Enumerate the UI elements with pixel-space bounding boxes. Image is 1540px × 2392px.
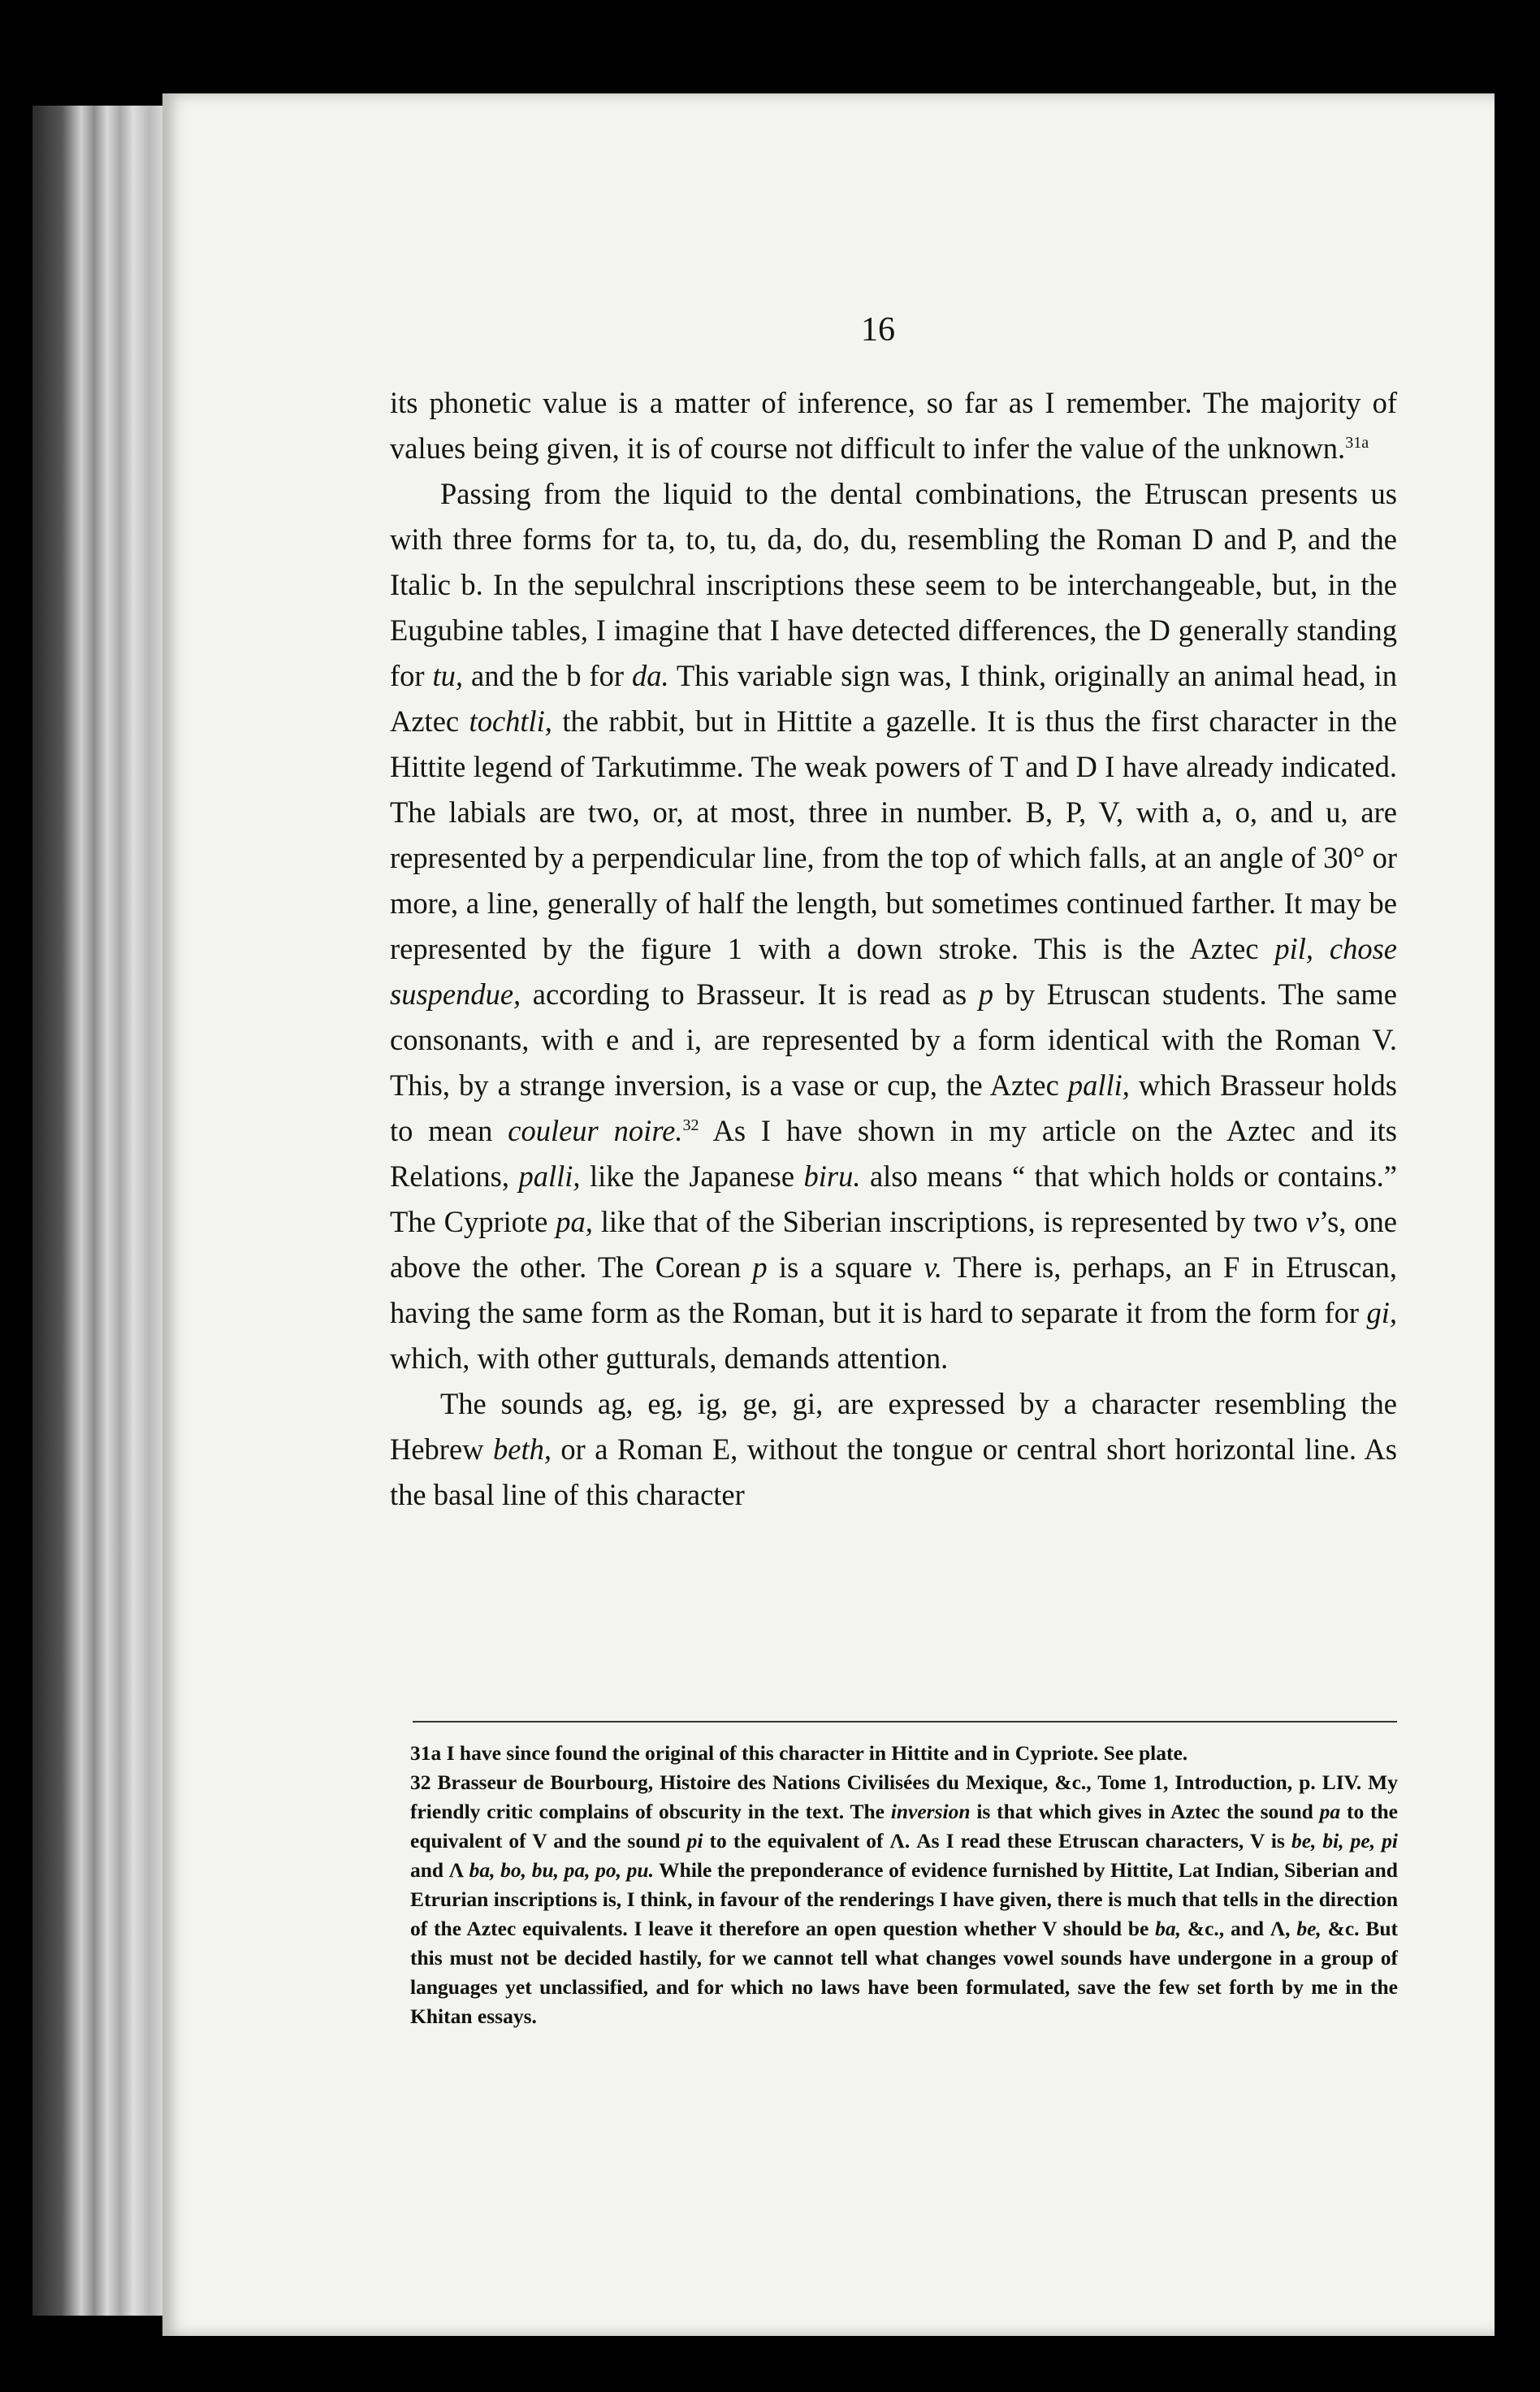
- text-run: is a square: [767, 1250, 924, 1284]
- body-paragraph: [390, 1381, 1397, 1518]
- text-run: &c., and Λ,: [1181, 1917, 1297, 1940]
- italic-run: biru.: [803, 1159, 861, 1193]
- text-run: to the equivalent of V and the sound: [410, 1800, 1398, 1852]
- italic-run: ba, bo, bu, pa, po, pu.: [469, 1858, 654, 1882]
- italic-run: pa: [1319, 1800, 1341, 1823]
- italic-run: couleur noire.: [508, 1114, 683, 1147]
- italic-run: pi: [686, 1829, 703, 1852]
- text-run: and the b for: [463, 659, 632, 692]
- text-run: ’s, one above the other. The Corean: [390, 1205, 1397, 1284]
- italic-run: p: [752, 1250, 768, 1284]
- italic-run: tu,: [432, 659, 464, 692]
- italic-run: gi,: [1366, 1296, 1397, 1329]
- italic-run: palli,: [518, 1159, 581, 1193]
- text-run: by Etruscan students. The same consonants, with e and i, are represented by a form identical with the Roman V. This, by a strange inversion, is a vase or cup, the Aztec: [390, 977, 1397, 1102]
- text-run: is that which gives in Aztec the sound: [970, 1800, 1320, 1823]
- text-run: There is, perhaps, an F in Etruscan, having the same form as the Roman, but it is hard to separate it from the form for: [390, 1250, 1397, 1329]
- text-run: Brasseur de Bourbourg, Histoire des Nations Civilisées du Mexique, &c., Tome 1, Introduction, p. LIV. My friendly critic complains of obscurity in the text. The: [410, 1770, 1398, 1823]
- text-run: I have since found the original of this character in Hittite and in Cypriote. See plate.: [441, 1741, 1188, 1765]
- text-run: and Λ: [410, 1858, 469, 1882]
- text-run: or a Roman E, without the tongue or central short horizontal line. As the basal line of this character: [390, 1432, 1397, 1511]
- italic-run: be, bi, pe, pi: [1291, 1829, 1398, 1852]
- text-run: This variable sign was, I think, originally an animal head, in Aztec: [390, 659, 1397, 738]
- italic-run: da.: [631, 659, 669, 692]
- italic-run: v: [1305, 1205, 1319, 1238]
- text-run: the rabbit, but in Hittite a gazelle. It is thus the first character in the Hittite legend of Tarkutimme. The weak powers of T and D I have already indicated. The labials are two, or, at most, three in number. B, P, V, with a, o, and u, are represented by a perpendicular line, from the top of which falls, at an angle of 30° or more, a line, generally of half the length, but sometimes continued farther. It may be represented by the figure 1 with a down stroke. This is the Aztec: [390, 704, 1397, 965]
- text-run: to the equivalent of Λ. As I read these Etruscan characters, V is: [703, 1829, 1291, 1852]
- body-paragraph: [390, 471, 1397, 1381]
- text-run: according to Brasseur. It is read as: [521, 977, 979, 1011]
- body-paragraph: [390, 380, 1397, 471]
- body-text: [390, 380, 1397, 1518]
- italic-run: pil, chose suspendue,: [390, 932, 1397, 1011]
- text-run: also means “ that which holds or contains.” The Cypriote: [390, 1159, 1397, 1238]
- italic-run: tochtli,: [469, 704, 552, 738]
- footnote-label: 31a: [410, 1741, 442, 1765]
- footnotes: [410, 1739, 1398, 2031]
- footnote-reference: 31a: [1345, 433, 1369, 452]
- italic-run: palli,: [1067, 1068, 1130, 1102]
- footnote: [410, 1739, 1398, 1768]
- italic-run: v.: [924, 1250, 942, 1284]
- text-run: which Brasseur holds to mean: [390, 1068, 1397, 1147]
- text-run: its phonetic value is a matter of inference, so far as I remember. The majority of values being given, it is of course not difficult to infer the value of the unknown.: [390, 386, 1397, 465]
- italic-run: beth,: [493, 1432, 552, 1466]
- footnote-label: 32: [410, 1770, 431, 1794]
- italic-run: be,: [1296, 1917, 1322, 1940]
- text-run: While the preponderance of evidence furnished by Hittite, Lat Indian, Siberian and Etrurian inscriptions is, I think, in favour of the renderings I have given, there is much that tells in the direction of the Aztec equivalents. I leave it therefore an open question whether V should be: [410, 1858, 1398, 1940]
- text-run: The sounds ag, eg, ig, ge, gi, are expressed by a character resembling the Hebrew: [390, 1387, 1397, 1466]
- text-run: As I have shown in my article on the Aztec and its Relations,: [390, 1114, 1398, 1193]
- text-run: like the Japanese: [580, 1159, 804, 1193]
- footnote-reference: 32: [682, 1116, 699, 1134]
- italic-run: pa,: [556, 1205, 593, 1238]
- footnote-rule: [413, 1721, 1397, 1722]
- text-run: Passing from the liquid to the dental combinations, the Etruscan presents us with three forms for ta, to, tu, da, do, du, resembling the Roman D and P, and the Italic b. In the sepulchral inscriptions these seem to be interchangeable, but, in the Eugubine tables, I imagine that I have detected differences, the D generally standing for: [390, 477, 1397, 692]
- text-run: which, with other gutturals, demands attention.: [390, 1341, 949, 1375]
- italic-run: inversion: [890, 1800, 971, 1823]
- page-number: 16: [861, 311, 895, 349]
- text-run: &c. But this must not be decided hastily, for we cannot tell what changes vowel sounds have undergone in a group of languages yet unclassified, and for which no laws have been formulated, save the few set forth by me in the Khitan essays.: [410, 1917, 1398, 2028]
- footnote: [410, 1768, 1398, 2031]
- italic-run: p: [978, 977, 994, 1011]
- text-run: like that of the Siberian inscriptions, is represented by two: [592, 1205, 1306, 1238]
- italic-run: ba,: [1155, 1917, 1182, 1940]
